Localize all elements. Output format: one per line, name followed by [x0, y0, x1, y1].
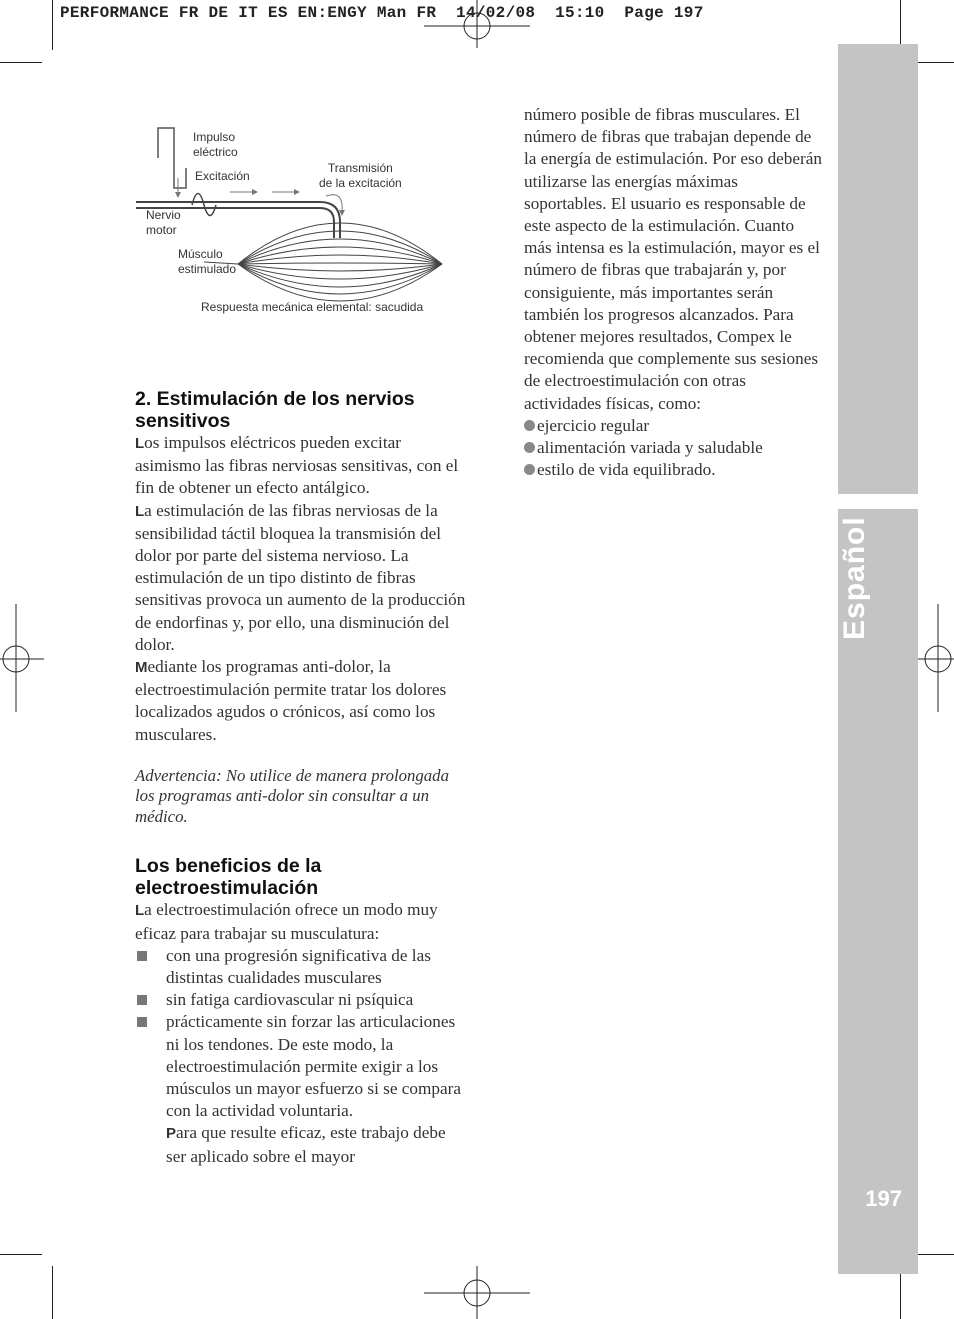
drop-initial: L	[135, 902, 145, 920]
crop-mark	[52, 1266, 53, 1319]
paragraph-text: a electroestimulación ofrece un modo muy eficaz para trabajar su musculatura:	[135, 900, 438, 943]
crop-mark	[0, 62, 42, 63]
list-item	[135, 989, 467, 1011]
crop-mark	[912, 62, 954, 63]
list-item-text: prácticamente sin forzar las articulaciones ni los tendones. De este modo, la electroestimulación permite exigir a los músculos un mayor esfuerzo si se compara con la actividad voluntaria.	[166, 1012, 461, 1121]
list-item	[524, 415, 824, 437]
section-heading-sensory-nerves: 2. Estimulación de los nervios sensitivos	[135, 388, 415, 432]
diagram-caption: Respuesta mecánica elemental: sacudida	[201, 300, 424, 314]
registration-mark	[424, 0, 532, 52]
registration-mark	[424, 1266, 532, 1319]
benefits-list	[135, 945, 467, 1168]
paragraph-text: ara que resulte eficaz, este trabajo debe ser aplicado sobre el mayor	[166, 1123, 446, 1166]
crop-mark	[0, 1254, 42, 1255]
language-label: Español	[838, 516, 871, 640]
right-column	[524, 104, 824, 481]
nerve-stimulation-diagram	[130, 120, 450, 330]
list-item-text: estilo de vida equilibrado.	[537, 460, 716, 480]
drop-initial: M	[135, 659, 148, 677]
list-item-text: alimentación variada y saludable	[537, 438, 763, 458]
list-item-text: ejercicio regular	[537, 415, 650, 435]
paragraph: número posible de fibras musculares. El número de fibras que trabajan depende de la energía de estimulación. Por eso deberán utilizarse las energías máximas soportables. El usuario es responsable de este aspecto de la estimulación. Cuanto más intensa es la estimulación, mayor es el número de fibras que trabajarán y, por consiguiente, más importantes serán también los progresos alcanzados. Para obtener mejores resultados, Compex le recomienda que complemente sus sesiones de electroestimulación con otras actividades físicas, como:	[524, 105, 822, 413]
round-bullet-icon	[524, 420, 535, 431]
round-bullet-icon	[524, 464, 535, 475]
warning-note: Advertencia: No utilice de manera prolongada los programas anti-dolor sin consultar a un médico.	[135, 765, 449, 826]
crop-mark	[912, 1254, 954, 1255]
paragraph	[135, 500, 467, 656]
excitation-label: Excitación	[195, 169, 250, 183]
paragraph	[135, 432, 467, 500]
square-bullet-icon	[137, 951, 147, 961]
section-heading-benefits: Los beneficios de la electroestimulación	[135, 855, 322, 900]
crop-mark	[52, 0, 53, 50]
paragraph-text: ediante los programas anti-dolor, la electroestimulación permite tratar los dolores localizados agudos o crónicos, así como los musculares.	[135, 657, 447, 744]
nerve-label: Nervio motor	[146, 208, 181, 237]
paragraph-text: a estimulación de las fibras nerviosas de la sensibilidad táctil bloquea la transmisión del dolor por parte del sistema nervioso. La estimulación de un tipo distinto de fibras sensitivas provoca un aumento de la producción de endorfinas y, por ello, una disminución del dolor.	[135, 500, 466, 654]
left-column	[135, 388, 467, 1168]
paragraph	[135, 899, 467, 944]
list-item-text: sin fatiga cardiovascular ni psíquica	[166, 990, 414, 1010]
muscle-label: Músculo estimulado	[178, 247, 237, 276]
language-sidebar	[838, 44, 918, 1274]
activities-list	[524, 415, 824, 482]
paragraph-text: os impulsos eléctricos pueden excitar asimismo las fibras nerviosas sensitivas, con el fin de obtener un efecto antálgico.	[135, 433, 459, 498]
drop-initial: L	[135, 435, 145, 452]
registration-mark	[0, 604, 44, 714]
impulse-label: Impulso eléctrico	[193, 130, 238, 159]
crop-mark	[900, 0, 901, 50]
list-item-text: con una progresión significativa de las distintas cualidades musculares	[166, 945, 431, 987]
paragraph	[135, 656, 467, 746]
language-tab	[838, 480, 872, 640]
drop-initial: L	[135, 502, 145, 520]
list-item	[135, 945, 467, 989]
page-number: 197	[865, 1186, 902, 1211]
round-bullet-icon	[524, 442, 535, 453]
square-bullet-icon	[137, 995, 147, 1005]
list-item	[524, 437, 824, 459]
drop-initial: P	[166, 1125, 177, 1143]
transmission-label: Transmisión de la excitación	[319, 161, 402, 190]
list-item	[135, 1011, 467, 1167]
list-item	[524, 459, 824, 481]
square-bullet-icon	[137, 1017, 147, 1027]
print-header: PERFORMANCE FR DE IT ES EN:ENGY Man FR 14/02/08 15:10 Page 197	[60, 4, 704, 22]
